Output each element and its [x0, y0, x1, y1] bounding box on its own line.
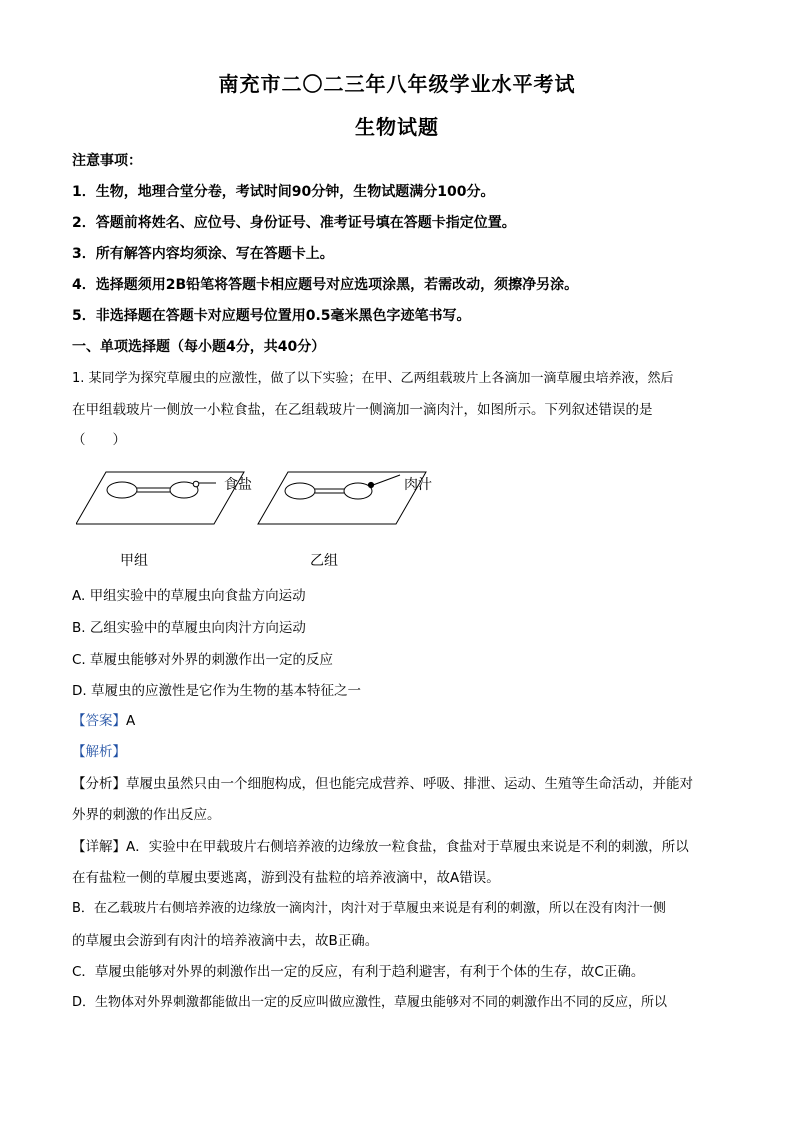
paramecium-experiment-figure — [76, 462, 456, 582]
label-salt: 食盐 — [224, 477, 252, 493]
culture-drop-right-b — [344, 483, 372, 499]
notice-item: 1．生物，地理合堂分卷，考试时间90分钟，生物试题满分100分。 — [72, 184, 495, 200]
slide-group-a — [76, 472, 244, 524]
fenxi-line — [72, 774, 722, 794]
question-stem: 1. 某同学为探究草履虫的应激性，做了以下实验；在甲、乙两组载玻片上各滴加一滴草履虫培养液，然后 — [72, 371, 674, 386]
detail-text: 的草履虫会游到有肉汁的培养液滴中去，故B正确。 — [72, 933, 379, 949]
answer-value: A — [126, 713, 136, 729]
notice-item: 2．答题前将姓名、应位号、身份证号、准考证号填在答题卡指定位置。 — [72, 215, 516, 231]
answer-line — [72, 711, 722, 731]
notice-item: 3．所有解答内容均须涂、写在答题卡上。 — [72, 246, 334, 262]
detail-text: D．生物体对外界刺激都能做出一定的反应叫做应激性，草履虫能够对不同的刺激作出不同的反应，所以 — [72, 995, 668, 1010]
notice-item: 5．非选择题在答题卡对应题号位置用0.5毫米黑色字迹笔书写。 — [72, 308, 471, 324]
fenxi-tag: 【分析】 — [72, 776, 126, 792]
label-meat-juice: 肉汁 — [404, 477, 432, 493]
glass-slide-b — [258, 472, 426, 524]
detail-text: A．实验中在甲载玻片右侧培养液的边缘放一粒食盐，食盐对于草履虫来说是不利的刺激，所以 — [126, 839, 689, 855]
detail-tag: 【详解】 — [72, 839, 126, 855]
analysis-tag: 【解析】 — [72, 744, 126, 760]
culture-drop-left-b — [285, 483, 315, 499]
option-d: D. 草履虫的应激性是它作为生物的基本特征之一 — [72, 683, 361, 699]
fenxi-text: 草履虫虽然只由一个细胞构成，但也能完成营养、呼吸、排泄、运动、生殖等生命活动，并能对 — [126, 776, 693, 792]
salt-grain — [193, 481, 199, 487]
option-c: C. 草履虫能够对外界的刺激作出一定的反应 — [72, 652, 334, 668]
notice-heading: 注意事项： — [72, 153, 142, 169]
slide-group-b — [258, 472, 426, 524]
option-b: B. 乙组实验中的草履虫向肉汁方向运动 — [72, 620, 306, 636]
detail-text: 在有盐粒一侧的草履虫要逃离，游到没有盐粒的培养液滴中，故A错误。 — [72, 870, 500, 886]
label-group-b: 乙组 — [310, 553, 338, 569]
fenxi-text: 外界的刺激的作出反应。 — [72, 807, 221, 823]
detail-line — [72, 837, 722, 857]
detail-text: C．草履虫能够对外界的刺激作出一定的反应，有利于趋利避害，有利于个体的生存，故C正确。 — [72, 964, 645, 980]
exam-subtitle: 生物试题 — [355, 115, 439, 139]
culture-drop-left-a — [107, 482, 137, 498]
glass-slide-a — [76, 472, 244, 524]
meat-juice-drop — [368, 482, 373, 487]
section-heading: 一、单项选择题（每小题4分，共40分） — [72, 339, 326, 355]
exam-title: 南充市二〇二三年八年级学业水平考试 — [218, 72, 576, 96]
question-stem: 在甲组载玻片一侧放一小粒食盐，在乙组载玻片一侧滴加一滴肉汁，如图所示。下列叙述错误的是 — [72, 402, 653, 418]
notice-item: 4．选择题须用2B铅笔将答题卡相应题号对应选项涂黑，若需改动，须擦净另涂。 — [72, 277, 579, 293]
detail-text: B．在乙载玻片右侧培养液的边缘放一滴肉汁，肉汁对于草履虫来说是有利的刺激，所以在没有肉汁一侧 — [72, 901, 666, 916]
answer-tag: 【答案】 — [72, 713, 126, 729]
analysis-line — [72, 742, 722, 762]
question-stem: （ ） — [72, 432, 126, 448]
option-a: A. 甲组实验中的草履虫向食盐方向运动 — [72, 588, 306, 604]
label-group-a: 甲组 — [120, 553, 148, 569]
